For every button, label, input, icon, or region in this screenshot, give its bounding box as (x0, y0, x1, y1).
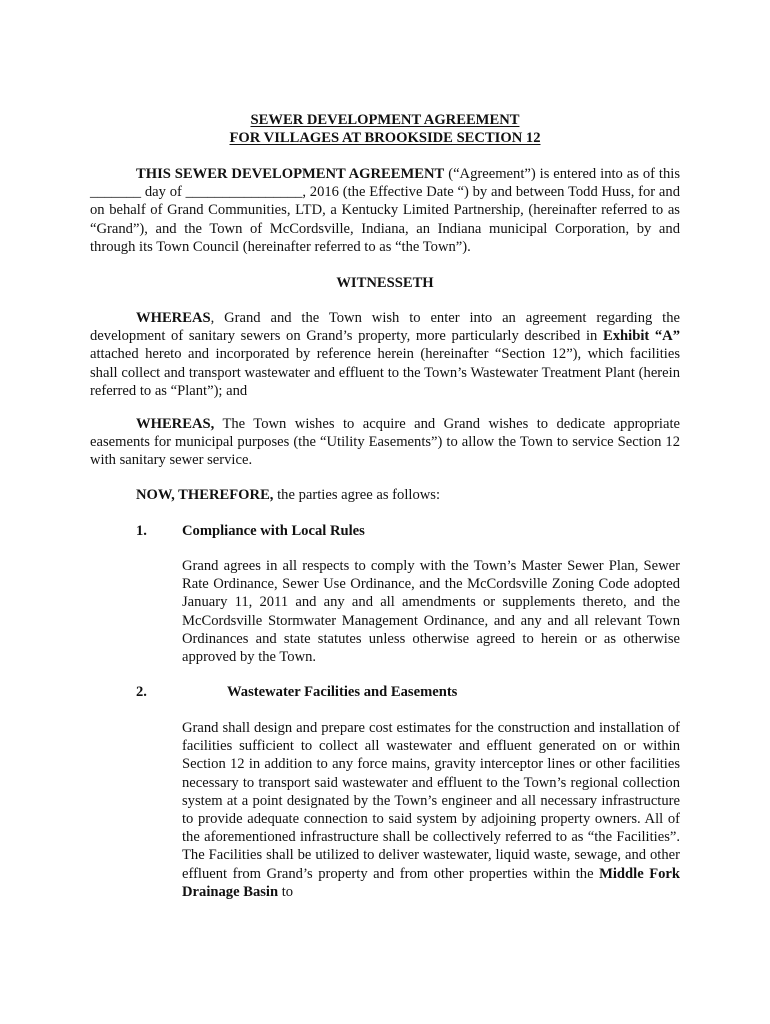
section-2-text-b: to (278, 883, 294, 900)
section-2-heading: Wastewater Facilities and Easements (227, 684, 458, 700)
section-1-heading: Compliance with Local Rules (182, 523, 365, 539)
section-1-text: Grand agrees in all respects to comply with the Town’s Master Sewer Plan, Sewer Rate Ordinance, Sewer Use Ordinance, and the McCordsville Zoning Code adopted January 11, 2011 and any and all amendments or supplements thereto, and the McCordsville Stormwater Management Ordinance, and any and all relevant Town Ordinances and state statutes unless otherwise agreed to herein or as otherwise approved by the Town. (182, 558, 680, 666)
section-2-text (182, 719, 680, 901)
now-therefore-bold: NOW, THEREFORE, (136, 487, 274, 503)
drainage-basin-ref: Middle Fork Drainage Basin (182, 865, 680, 900)
whereas1-text-b: attached hereto and incorporated by reference herein (hereinafter “Section 12”), which facilities shall collect and transport wastewater and effluent to the Town’s Wastewater Treatment Plant (herein referred to as “Plant”); and (90, 346, 680, 399)
now-therefore-paragraph (90, 486, 680, 504)
intro-paragraph (90, 165, 680, 256)
intro-bold: THIS SEWER DEVELOPMENT AGREEMENT (136, 166, 445, 182)
section-1-number: 1. (136, 523, 147, 539)
exhibit-a-ref: Exhibit “A” (603, 328, 681, 345)
section-2-text-a: Grand shall design and prepare cost estimates for the construction and installation of facilities sufficient to collect all wastewater and effluent generated on or within Section 12 in addition to any force mains, gravity interceptor lines or other facilities necessary to transport said wastewater and effluent to the Town’s regional collection system at a point designated by the Town’s engineer and all necessary infrastructure to provide adequate connection to said system by adjoining property owners. All of the aforementioned infrastructure shall be collectively referred to as “the Facilities”. The Facilities shall be utilized to deliver wastewater, liquid waste, sewage, and other effluent from Grand’s property and from other properties within the (182, 720, 680, 882)
witnesseth-heading: WITNESSETH (336, 275, 434, 291)
whereas-paragraph-1 (90, 309, 680, 400)
whereas1-text-a: , Grand and the Town wish to enter into an agreement regarding the development of sanitary sewers on Grand’s property, more particularly described in (90, 310, 680, 345)
intro-text: (“Agreement”) is entered into as of this _______ day of ________________, 2016 (the Effective Date “) by and between Todd Huss, for and on behalf of Grand Communities, LTD, a Kentucky Limited Partnership, (hereinafter referred to as “Grand”), and the Town of McCordsville, Indiana, an Indiana municipal Corporation, by and through its Town Council (hereinafter referred to as “the Town”). (90, 166, 680, 255)
section-2-number: 2. (136, 684, 147, 700)
whereas2-text: The Town wishes to acquire and Grand wishes to dedicate appropriate easements for municipal purposes (the “Utility Easements”) to allow the Town to service Section 12 with sanitary sewer service. (90, 416, 680, 469)
now-therefore-text: the parties agree as follows: (273, 487, 441, 503)
whereas1-bold: WHEREAS (136, 310, 211, 326)
whereas-paragraph-2 (90, 415, 680, 470)
title-line-2: FOR VILLAGES AT BROOKSIDE SECTION 12 (229, 130, 541, 146)
title-line-1: SEWER DEVELOPMENT AGREEMENT (250, 112, 520, 128)
whereas2-bold: WHEREAS, (136, 416, 215, 432)
